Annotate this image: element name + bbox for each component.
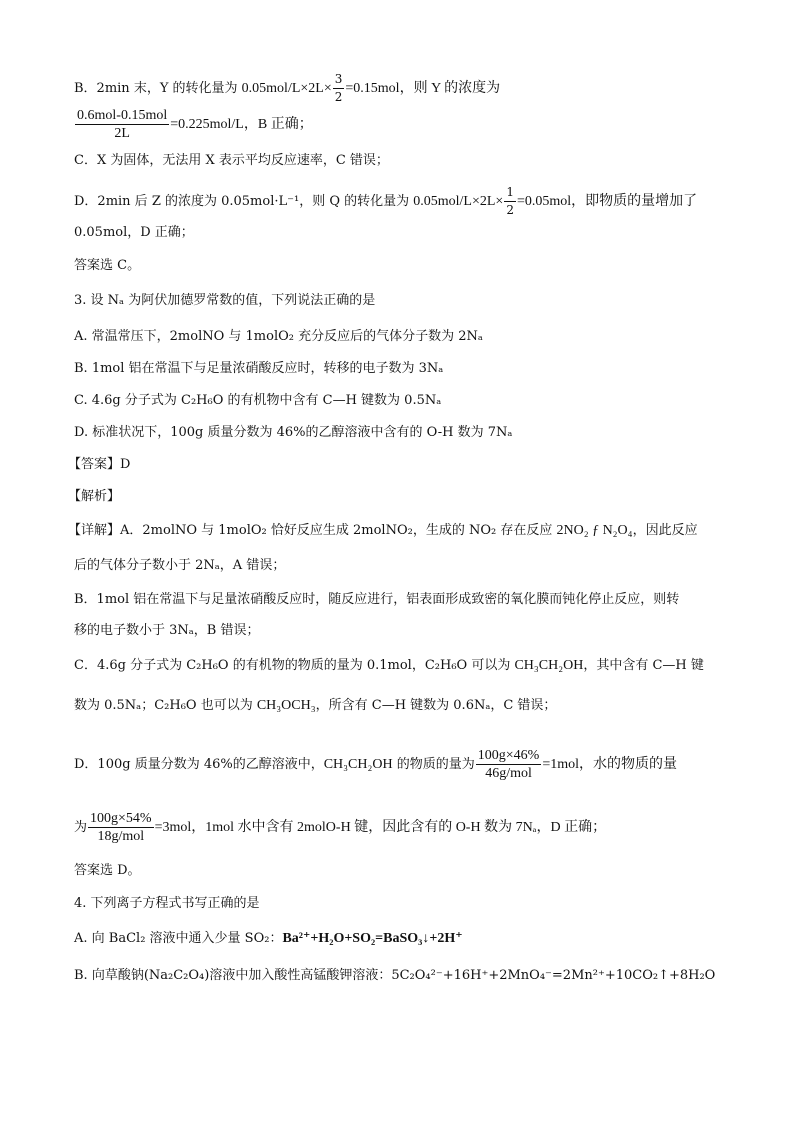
text-line-d-end: 0.05mol，D 正确； [74,225,194,240]
analysis-heading: 【解析】 [68,489,121,504]
question-4-option-a: A. 向 BaCl₂ 溶液中通入少量 SO₂：Ba²⁺+H₂O+SO₂=BaSO₃↓+2H⁺ [74,931,463,946]
detail-line-b-end: 移的电子数小于 3Nₐ，B 错误； [74,623,260,638]
fraction: $\frac{\text{0.6mol-0.15mol}}{2L}$ [77,108,168,141]
answer-line-d: 答案选 D。 [74,863,141,878]
text-line-b-conversion: B．2min 末，Y 的转化量为 0.05mol/L×2L× $\frac{3}{2}$ =0.15mol，则 Y 的浓度为 [74,72,501,104]
detail-line-a: 【详解】A．2molNO 与 1molO₂ 恰好反应生成 2molNO₂，生成的 NO₂ 存在反应 2NO₂ ƒ N₂O₄，因此反应 [68,523,698,538]
detail-line-b: B．1mol 铝在常温下与足量浓硝酸反应时，随反应进行，铝表面形成致密的氧化膜而钝化停止反应，则转 [74,592,680,607]
answer-line: 【答案】D [68,457,131,472]
fraction: $\frac{100g\times 46\%}{\text{46g/mol}}$ [477,748,540,781]
fraction: $\frac{1}{2}$ [506,185,514,217]
question-3-option-c: C. 4.6g 分子式为 C₂H₆O 的有机物中含有 C—H 键数为 0.5Nₐ [74,393,442,408]
detail-line-d: D．100g 质量分数为 46%的乙醇溶液中，CH₃CH₂OH 的物质的量为 $\frac{100g\times 46\%}{\text{46g/mol}}$ =1mol，水的物质的量 [74,748,677,781]
answer-line-c: 答案选 C。 [74,258,141,273]
question-4-option-b: B. 向草酸钠(Na₂C₂O₄)溶液中加入酸性高锰酸钾溶液：5C₂O₄²⁻+16H⁺+2MnO₄⁻=2Mn²⁺+10CO₂↑+8H₂O [74,968,716,983]
detail-line-d-end: 为 $\frac{100g\times 54\%}{\text{18g/mol}}$ =3mol，1mol 水中含有 2molO-H 键，因此含有的 O-H 数为 7Nₐ，D 正确； [74,811,607,844]
detail-line-a-end: 后的气体分子数小于 2Nₐ，A 错误； [74,558,286,573]
question-3-option-b: B. 1mol 铝在常温下与足量浓硝酸反应时，转移的电子数为 3Nₐ [74,361,444,376]
question-3-option-a: A. 常温常压下，2molNO 与 1molO₂ 充分反应后的气体分子数为 2Nₐ [74,329,483,344]
fraction: $\frac{100g\times 54\%}{\text{18g/mol}}$ [90,811,152,844]
fraction: $\frac{3}{2}$ [334,72,343,104]
text-line-b-concentration: $\frac{\text{0.6mol-0.15mol}}{2L}$ =0.225mol/L，B 正确； [77,108,313,141]
text-line-d-conversion: D．2min 后 Z 的浓度为 0.05mol·L⁻¹，则 Q 的转化量为 0.05mol/L×2L× $\frac{1}{2}$ =0.05mol，即物质的量增加了 [74,185,698,217]
question-3-option-d: D. 标准状况下，100g 质量分数为 46%的乙醇溶液中含有的 O-H 数为 7Nₐ [74,425,513,440]
question-3-stem: 3. 设 Nₐ 为阿伏加德罗常数的值，下列说法正确的是 [74,293,376,308]
question-4-stem: 4. 下列离子方程式书写正确的是 [74,896,260,911]
detail-line-c: C．4.6g 分子式为 C₂H₆O 的有机物的物质的量为 0.1mol，C₂H₆O 可以为 CH₃CH₂OH，其中含有 C—H 键 [74,658,704,673]
detail-line-c-end: 数为 0.5Nₐ；C₂H₆O 也可以为 CH₃OCH₃，所含有 C—H 键数为 0.6Nₐ，C 错误； [74,698,557,713]
text-line-c: C．X 为固体，无法用 X 表示平均反应速率，C 错误； [74,153,389,168]
